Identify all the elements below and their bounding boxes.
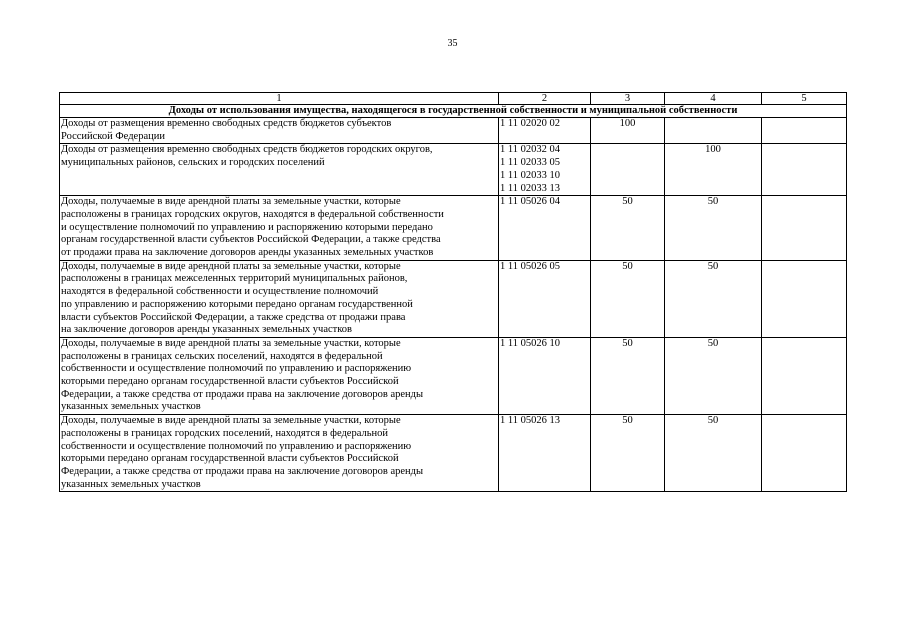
description-line: органам государственной власти субъектов Российской Федерации, а также средства	[61, 234, 441, 246]
value-col4	[665, 118, 762, 144]
revenue-description	[60, 118, 499, 144]
page-number: 35	[447, 38, 458, 49]
value-col3: 100	[591, 118, 665, 144]
description-line: Федерации, а также средства от продажи права на заключение договоров аренды	[61, 465, 424, 477]
revenue-description	[60, 196, 499, 261]
description-line: указанных земельных участков	[61, 478, 201, 490]
value-col4: 50	[665, 260, 762, 337]
description-line: которыми передано органам государственной власти субъектов Российской	[61, 376, 399, 388]
description-line: расположены в границах городских поселений, находятся в федеральной	[61, 427, 388, 439]
budget-classification-code	[499, 118, 591, 144]
budget-classification-code	[499, 196, 591, 261]
description-line: Доходы, получаемые в виде арендной платы за земельные участки, которые	[61, 337, 401, 349]
budget-classification-code	[499, 144, 591, 196]
section-heading: Доходы от использования имущества, находящегося в государственной собственности и муниципальной собственности	[60, 105, 847, 118]
section-heading-row	[60, 105, 847, 118]
description-line: Российской Федерации	[61, 130, 165, 142]
revenue-description	[60, 337, 499, 414]
description-line: Доходы, получаемые в виде арендной платы за земельные участки, которые	[61, 415, 401, 427]
code-line: 1 11 02033 10	[500, 169, 560, 181]
revenue-distribution-table	[59, 92, 847, 492]
description-line: указанных земельных участков	[61, 401, 201, 413]
description-line: расположены в границах городских округов, находятся в федеральной собственности	[61, 208, 444, 220]
column-number-3: 3	[591, 93, 665, 105]
description-line: от продажи права на заключение договоров аренды указанных земельных участков	[61, 247, 434, 259]
description-line: Доходы, получаемые в виде арендной платы за земельные участки, которые	[61, 196, 401, 208]
value-col4: 100	[665, 144, 762, 196]
column-number-row	[60, 93, 847, 105]
value-col3: 50	[591, 415, 665, 492]
code-line: 1 11 05026 13	[500, 415, 560, 427]
revenue-description	[60, 415, 499, 492]
value-col3	[591, 144, 665, 196]
code-line: 1 11 02033 05	[500, 157, 560, 169]
code-line: 1 11 05026 10	[500, 337, 560, 349]
revenue-description	[60, 260, 499, 337]
description-line: власти субъектов Российской Федерации, а также средства от продажи права	[61, 311, 406, 323]
table-body	[60, 105, 847, 492]
description-line: и осуществление полномочий по управлению и распоряжению которыми передано	[61, 221, 433, 233]
description-line: Доходы от размещения временно свободных средств бюджетов субъектов	[61, 118, 392, 129]
description-line: муниципальных районов, сельских и городских поселений	[61, 157, 325, 169]
description-line: расположены в границах сельских поселений, находятся в федеральной	[61, 350, 383, 362]
value-col5	[762, 337, 847, 414]
column-number-1: 1	[60, 93, 499, 105]
value-col5	[762, 260, 847, 337]
column-number-5: 5	[762, 93, 847, 105]
value-col5	[762, 118, 847, 144]
value-col4: 50	[665, 196, 762, 261]
code-line: 1 11 02020 02	[500, 118, 560, 129]
description-line: по управлению и распоряжению которыми передано органам государственной	[61, 298, 413, 310]
value-col5	[762, 415, 847, 492]
table-row	[60, 415, 847, 492]
description-line: собственности и осуществление полномочий по управлению и распоряжению	[61, 363, 412, 375]
value-col3: 50	[591, 260, 665, 337]
budget-classification-code	[499, 415, 591, 492]
description-line: расположены в границах межселенных территорий муниципальных районов,	[61, 273, 408, 285]
value-col5	[762, 144, 847, 196]
code-line: 1 11 02033 13	[500, 182, 560, 194]
value-col3: 50	[591, 337, 665, 414]
table-row	[60, 144, 847, 196]
value-col3: 50	[591, 196, 665, 261]
table-row	[60, 196, 847, 261]
description-line: Доходы, получаемые в виде арендной платы за земельные участки, которые	[61, 260, 401, 272]
description-line: Доходы от размещения временно свободных средств бюджетов городских округов,	[61, 144, 433, 156]
value-col4: 50	[665, 415, 762, 492]
description-line: Федерации, а также средства от продажи права на заключение договоров аренды	[61, 388, 424, 400]
column-number-4: 4	[665, 93, 762, 105]
code-line: 1 11 02032 04	[500, 144, 560, 156]
table-row	[60, 337, 847, 414]
revenue-description	[60, 144, 499, 196]
description-line: на заключение договоров аренды указанных земельных участков	[61, 324, 353, 336]
budget-classification-code	[499, 337, 591, 414]
budget-classification-code	[499, 260, 591, 337]
description-line: которыми передано органам государственной власти субъектов Российской	[61, 453, 399, 465]
value-col4: 50	[665, 337, 762, 414]
table-row	[60, 118, 847, 144]
table-row	[60, 260, 847, 337]
column-number-2: 2	[499, 93, 591, 105]
code-line: 1 11 05026 04	[500, 196, 560, 208]
description-line: находятся в федеральной собственности и осуществление полномочий	[61, 286, 379, 298]
description-line: собственности и осуществление полномочий по управлению и распоряжению	[61, 440, 412, 452]
code-line: 1 11 05026 05	[500, 260, 560, 272]
value-col5	[762, 196, 847, 261]
